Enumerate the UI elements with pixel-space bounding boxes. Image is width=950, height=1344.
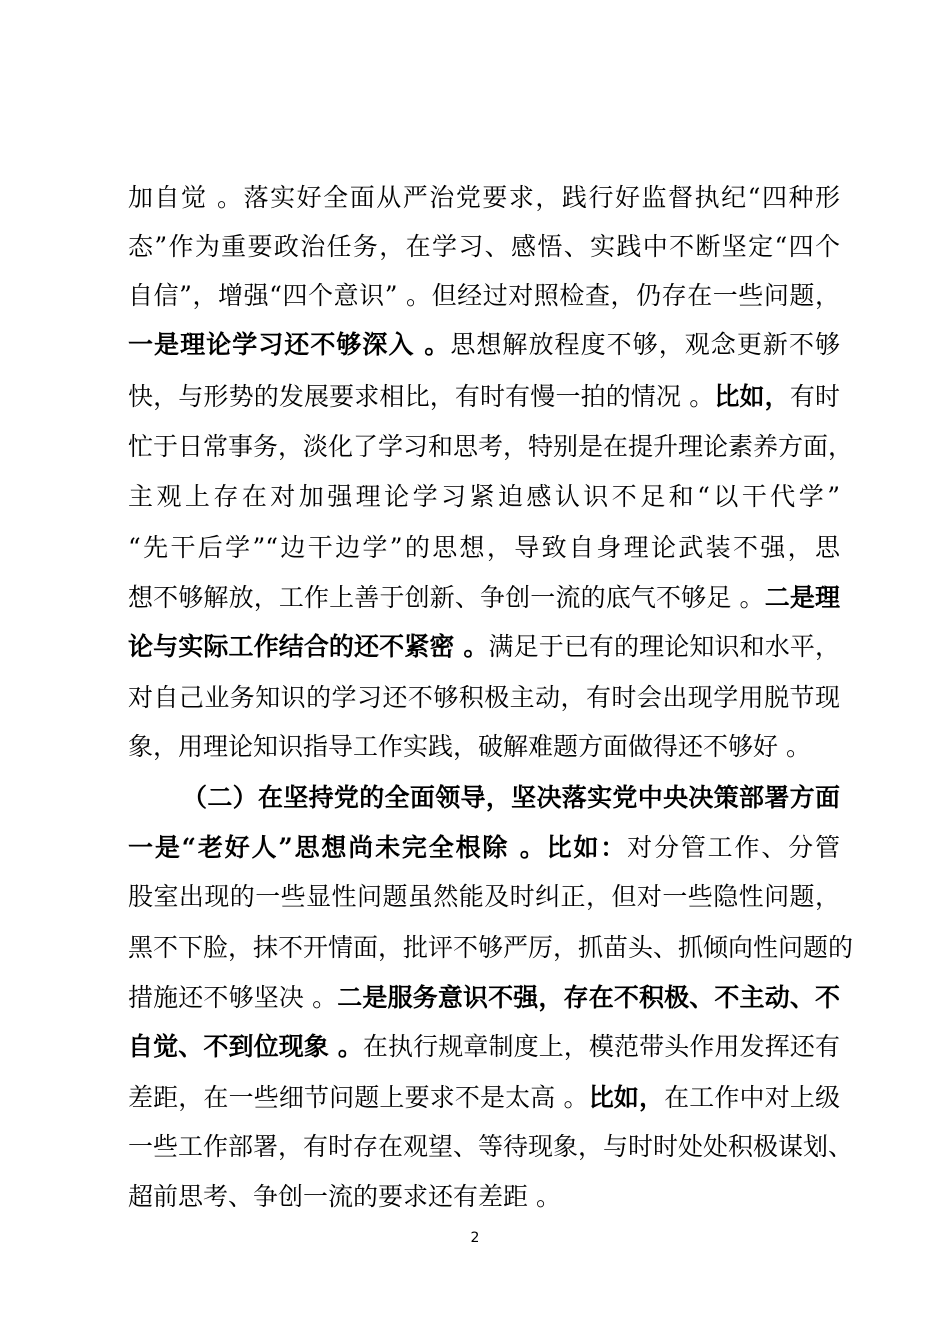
paragraph-line bbox=[128, 422, 854, 472]
paragraph-line bbox=[128, 1122, 854, 1172]
text-run: “先干后学”“边干边学”的思想，导致自身理论武装不强，思 bbox=[128, 533, 840, 562]
paragraph-line bbox=[128, 722, 840, 772]
paragraph-line bbox=[128, 372, 840, 422]
text-run: 措施还不够坚决 。 bbox=[128, 983, 338, 1012]
paragraph-line bbox=[128, 1172, 840, 1222]
bold-text-run: 二是服务意识不强，存在不积极、不主动、不 bbox=[337, 983, 840, 1012]
text-run: 在执行规章制度上，模范带头作用发挥还有 bbox=[362, 1032, 840, 1061]
text-run: 在工作中对上级 bbox=[664, 1083, 840, 1112]
text-run: 满足于已有的理论知识和水平， bbox=[488, 632, 840, 661]
page-number: 2 bbox=[470, 1230, 480, 1246]
paragraph-line bbox=[128, 923, 854, 973]
text-run: 一些工作部署，有时存在观望、等待现象，与时时处处积极谋划、 bbox=[128, 1132, 854, 1161]
paragraph-line bbox=[128, 472, 840, 522]
bold-text-run: 论与实际工作结合的还不紧密 。 bbox=[128, 632, 489, 661]
text-run: 对分管工作、分管 bbox=[627, 833, 840, 862]
paragraph-line bbox=[128, 320, 840, 370]
text-run: 态”作为重要政治任务，在学习、感悟、实践中不断坚定“四个 bbox=[128, 232, 840, 261]
text-run: 象，用理论知识指导工作实践，破解难题方面做得还不够好 。 bbox=[128, 732, 811, 761]
text-run: 主观上存在对加强理论学习紧迫感认识不足和“以干代学” bbox=[128, 482, 840, 511]
section-heading bbox=[182, 773, 840, 823]
text-run: 对自己业务知识的学习还不够积极主动，有时会出现学用脱节现 bbox=[128, 683, 840, 712]
paragraph-line bbox=[128, 622, 840, 672]
text-run: 忙于日常事务，淡化了学习和思考，特别是在提升理论素养方面， bbox=[128, 432, 854, 461]
paragraph-line bbox=[128, 222, 840, 272]
bold-text-run: 二是理 bbox=[764, 583, 840, 612]
text-run: 加自觉 。落实好全面从严治党要求，践行好监督执纪“四种形 bbox=[128, 183, 840, 212]
text-run: 快，与形势的发展要求相比，有时有慢一拍的情况 。 bbox=[128, 382, 715, 411]
paragraph-line bbox=[128, 973, 840, 1023]
bold-text-run: 比如， bbox=[588, 1083, 665, 1112]
bold-text-run: 一是理论学习还不够深入 。 bbox=[128, 330, 451, 359]
paragraph-line bbox=[128, 1073, 840, 1123]
bold-text-run: 比如， bbox=[714, 382, 790, 411]
bold-text-run: （二）在坚持党的全面领导，坚决落实党中央决策部署方面 bbox=[182, 783, 840, 812]
paragraph-line bbox=[128, 523, 840, 573]
text-run: 差距，在一些细节问题上要求不是太高 。 bbox=[128, 1083, 589, 1112]
bold-text-run: 一是“老好人”思想尚未完全根除 。比如： bbox=[128, 833, 628, 862]
text-run: 股室出现的一些显性问题虽然能及时纠正，但对一些隐性问题， bbox=[128, 882, 840, 911]
paragraph-line bbox=[128, 673, 840, 723]
paragraph-line bbox=[128, 173, 840, 223]
paragraph-line bbox=[128, 1022, 840, 1072]
text-run: 思想解放程度不够，观念更新不够 bbox=[450, 330, 840, 359]
paragraph-line bbox=[128, 872, 840, 922]
bold-text-run: 自觉、不到位现象 。 bbox=[128, 1032, 363, 1061]
paragraph-line bbox=[128, 573, 840, 623]
text-run: 超前思考、争创一流的要求还有差距 。 bbox=[128, 1182, 561, 1211]
paragraph-line bbox=[128, 823, 840, 873]
text-run: 黑不下脸，抹不开情面，批评不够严厉，抓苗头、抓倾向性问题的 bbox=[128, 933, 854, 962]
text-run: 有时 bbox=[789, 382, 840, 411]
paragraph-line bbox=[128, 271, 840, 321]
text-run: 自信”，增强“四个意识” 。但经过对照检查，仍存在一些问题， bbox=[128, 281, 840, 310]
text-run: 想不够解放，工作上善于创新、争创一流的底气不够足 。 bbox=[128, 583, 765, 612]
